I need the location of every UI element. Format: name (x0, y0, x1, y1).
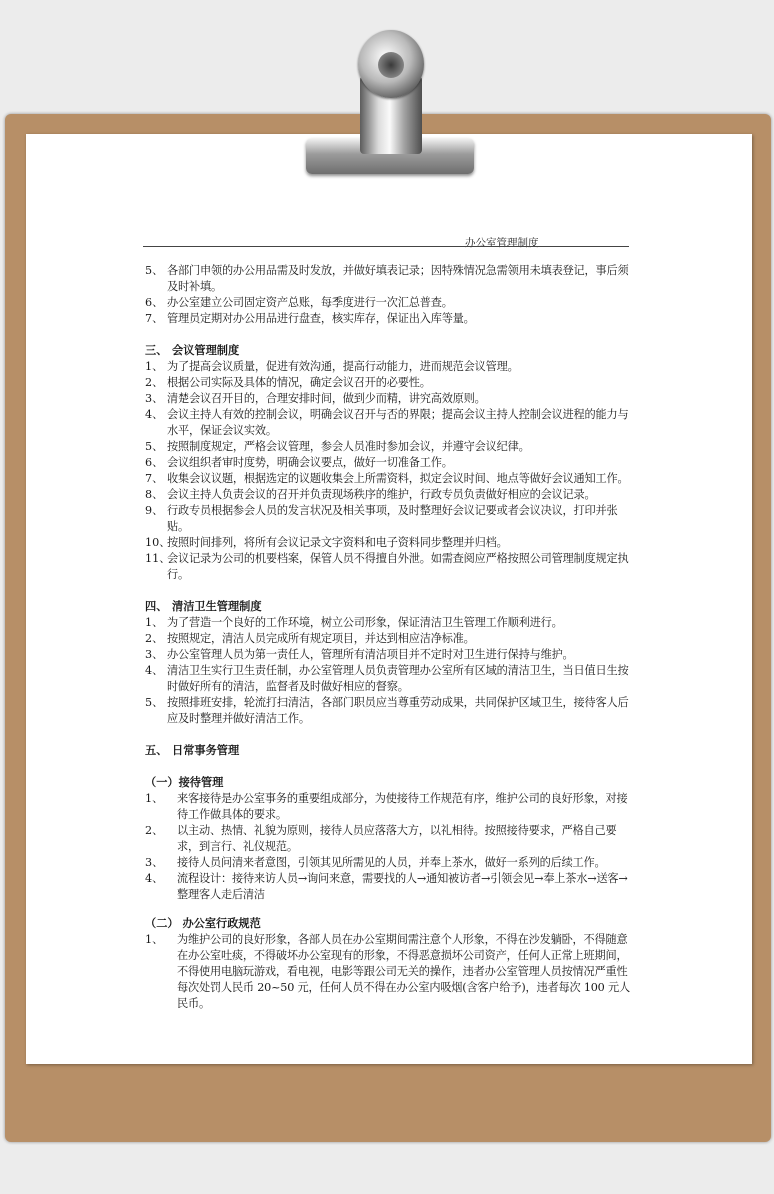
item-text: 为维护公司的良好形象，各部人员在办公室期间需注意个人形象，不得在沙发躺卧，不得随意在办公室吐痰，不得破坏办公室现有的形象，不得恶意损坏公司资产，任何人正常上班期间，不得使用电脑玩游戏，看电视，电影等跟公司无关的操作，违者办公室管理人员按情况严重性每次处罚人民币 20~50 元，任何人员不得在办公室内吸烟(含客户给予)，违者每次 100 元人民币。 (177, 933, 630, 1010)
item-text: 根据公司实际及具体的情况，确定会议召开的必要性。 (167, 376, 431, 389)
item-text: 管理员定期对办公用品进行盘查，核实库存，保证出入库等量。 (167, 312, 475, 325)
item-text: 以主动、热情、礼貌为原则，接待人员应落落大方，以礼相待。按照接待要求，严格自己要求，到言行、礼仪规范。 (177, 824, 617, 853)
item-number: 1、 (145, 933, 164, 946)
item-text: 行政专员根据参会人员的发言状况及相关事项，及时整理好会议记要或者会议决议，打印并张贴。 (167, 504, 618, 533)
section-title: 会议管理制度 (172, 343, 240, 357)
list-item (145, 551, 635, 583)
list-item (145, 871, 635, 903)
item-text: 清楚会议召开目的，合理安排时间，做到少而精，讲究高效原则。 (167, 392, 486, 405)
item-number: 8、 (145, 488, 164, 501)
subsection-heading: （一）接待管理 (145, 775, 224, 789)
item-number: 2、 (145, 376, 164, 389)
item-text: 办公室建立公司固定资产总账，每季度进行一次汇总普查。 (167, 296, 453, 309)
item-text: 会议组织者审时度势，明确会议要点，做好一切准备工作。 (167, 456, 453, 469)
item-number: 7、 (145, 472, 164, 485)
list-item (145, 503, 635, 535)
item-text: 按照制度规定，严格会议管理，参会人员准时参加会议，并遵守会议纪律。 (167, 440, 530, 453)
subsection-heading: （二） 办公室行政规范 (145, 916, 261, 930)
document-body (145, 263, 635, 1012)
list-item (145, 439, 635, 455)
item-number: 1、 (145, 360, 164, 373)
list-item (145, 359, 635, 375)
list-item (145, 295, 635, 311)
item-number: 11、 (145, 552, 171, 565)
item-text: 为了提高会议质量，促进有效沟通，提高行动能力，进而规范会议管理。 (167, 360, 519, 373)
item-number: 1、 (145, 792, 164, 805)
list-item (145, 932, 635, 1012)
document-header-title: 办公室管理制度 (465, 237, 539, 249)
item-number: 5、 (145, 696, 164, 709)
section-title: 清洁卫生管理制度 (172, 599, 262, 613)
item-text: 各部门申领的办公用品需及时发放，并做好填表记录；因特殊情况急需领用未填表登记，事后须及时补填。 (167, 264, 629, 293)
section-number: 五、 (145, 743, 168, 757)
list-item (145, 791, 635, 823)
item-number: 3、 (145, 856, 164, 869)
section-number: 三、 (145, 343, 168, 357)
header-rule (143, 246, 629, 247)
item-number: 1、 (145, 616, 164, 629)
item-text: 为了营造一个良好的工作环境，树立公司形象，保证清洁卫生管理工作顺利进行。 (167, 616, 563, 629)
list-item (145, 823, 635, 855)
item-text: 按照时间排列，将所有会议记录文字资料和电子资料同步整理并归档。 (167, 536, 508, 549)
item-number: 3、 (145, 392, 164, 405)
list-item (145, 263, 635, 295)
item-number: 6、 (145, 296, 164, 309)
item-text: 清洁卫生实行卫生责任制，办公室管理人员负责管理办公室所有区域的清洁卫生，当日值日生按时做好所有的清洁，监督者及时做好相应的督察。 (167, 664, 629, 693)
item-text: 会议主持人有效的控制会议，明确会议召开与否的界限；提高会议主持人控制会议进程的能力与水平，保证会议实效。 (167, 408, 629, 437)
section-heading (145, 742, 635, 758)
item-number: 2、 (145, 824, 164, 837)
list-item (145, 855, 635, 871)
item-text: 办公室管理人员为第一责任人，管理所有清洁项目并不定时对卫生进行保持与维护。 (167, 648, 574, 661)
list-item (145, 487, 635, 503)
item-number: 4、 (145, 872, 164, 885)
item-text: 接待人员问清来者意图，引领其见所需见的人员，并奉上茶水，做好一系列的后续工作。 (177, 856, 606, 869)
item-text: 按照规定，清洁人员完成所有规定项目，并达到相应洁净标准。 (167, 632, 475, 645)
list-item (145, 407, 635, 439)
item-number: 6、 (145, 456, 164, 469)
item-number: 9、 (145, 504, 164, 517)
item-number: 2、 (145, 632, 164, 645)
list-item (145, 695, 635, 727)
item-text: 收集会议议题，根据选定的议题收集会上所需资料，拟定会议时间、地点等做好会议通知工作。 (167, 472, 629, 485)
item-number: 3、 (145, 648, 164, 661)
item-text: 按照排班安排，轮流打扫清洁，各部门职员应当尊重劳动成果，共同保护区域卫生，接待客人后应及时整理并做好清洁工作。 (167, 696, 629, 725)
item-number: 10、 (145, 536, 171, 549)
item-text: 来客接待是办公室事务的重要组成部分，为使接待工作规范有序，维护公司的良好形象，对接待工作做具体的要求。 (177, 792, 628, 821)
list-item (145, 615, 635, 631)
item-number: 5、 (145, 264, 164, 277)
item-text: 流程设计：接待来访人员→询问来意，需要找的人→通知被访者→引领会见→奉上茶水→送客→整理客人走后清洁 (177, 872, 628, 901)
list-item (145, 471, 635, 487)
item-number: 4、 (145, 408, 164, 421)
list-item (145, 663, 635, 695)
item-text: 会议主持人负责会议的召开并负责现场秩序的维护，行政专员负责做好相应的会议记录。 (167, 488, 596, 501)
binder-clip-hole (378, 52, 404, 78)
item-text: 会议记录为公司的机要档案，保管人员不得擅自外泄。如需查阅应严格按照公司管理制度规定执行。 (167, 552, 629, 581)
list-item (145, 391, 635, 407)
list-item (145, 535, 635, 551)
section-heading (145, 342, 635, 358)
list-item (145, 631, 635, 647)
item-number: 4、 (145, 664, 164, 677)
list-item (145, 311, 635, 327)
item-number: 7、 (145, 312, 164, 325)
item-number: 5、 (145, 440, 164, 453)
list-item (145, 375, 635, 391)
section-heading (145, 598, 635, 614)
section-number: 四、 (145, 599, 168, 613)
section-title: 日常事务管理 (172, 743, 240, 757)
list-item (145, 455, 635, 471)
list-item (145, 647, 635, 663)
